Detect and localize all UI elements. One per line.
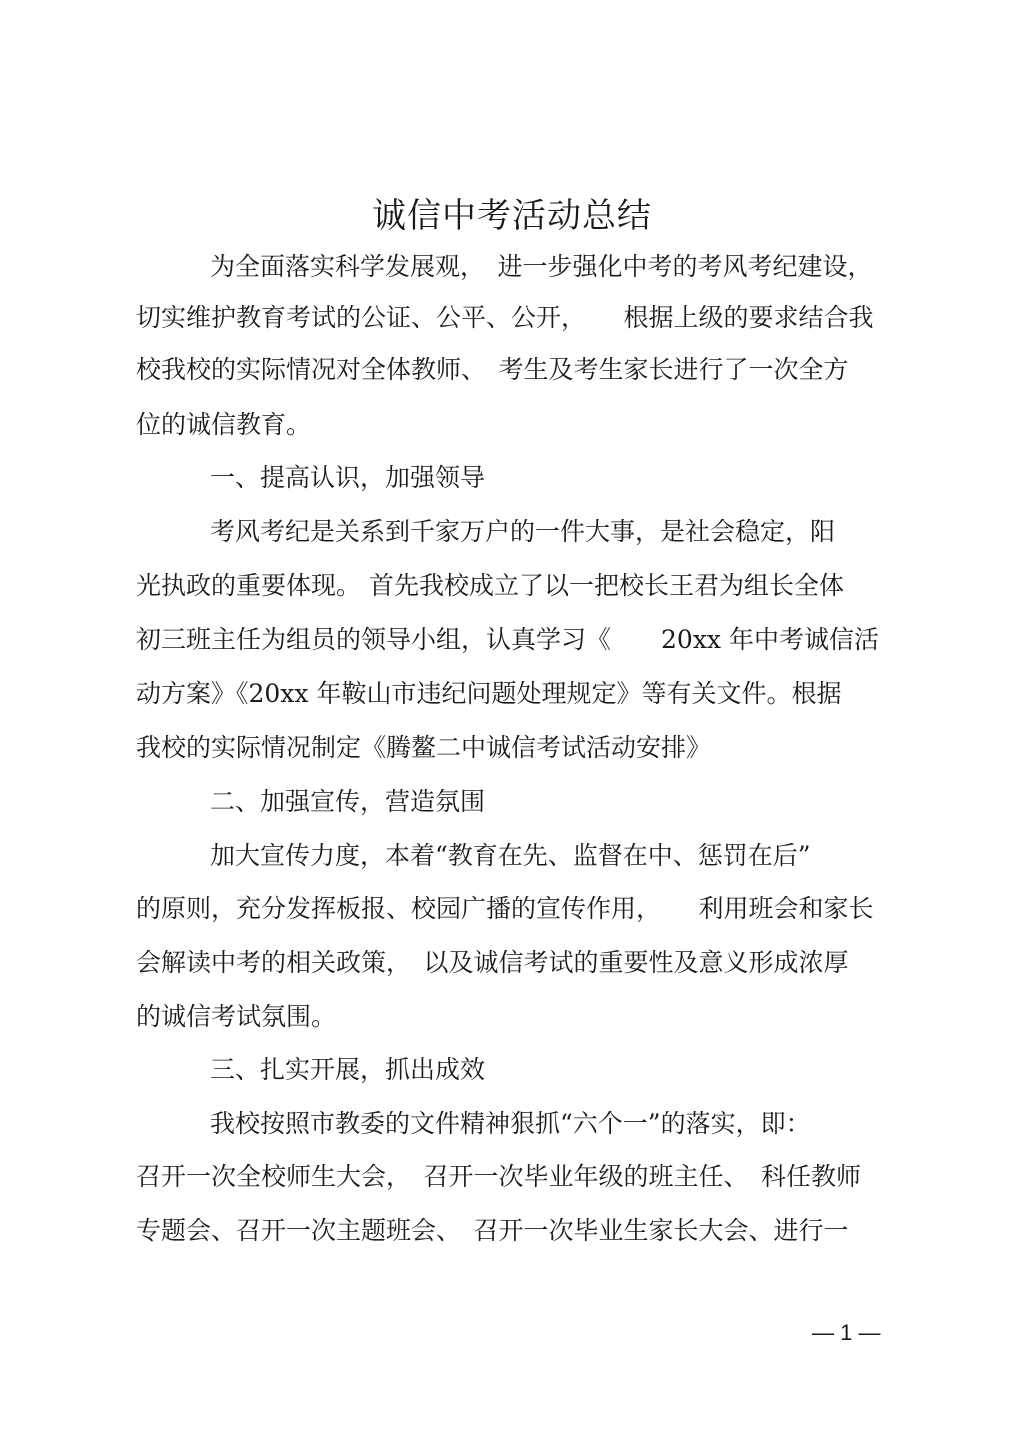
paragraph-line: 的原则，充分发挥板报、校园广播的宣传作用， 利用班会和家长 xyxy=(136,894,874,923)
page-number: — 1 — xyxy=(812,1320,881,1345)
paragraph-line: 考风考纪是关系到千家万户的一件大事，是社会稳定，阳 xyxy=(210,517,836,546)
paragraph-line: 我校的实际情况制定《腾鳌二中诚信考试活动安排》 xyxy=(136,733,712,762)
section-heading: 一、提高认识，加强领导 xyxy=(210,463,486,492)
section-heading: 二、加强宣传，营造氛围 xyxy=(210,787,486,816)
document-title: 诚信中考活动总结 xyxy=(372,196,652,236)
paragraph-line: 召开一次全校师生大会， 召开一次毕业年级的班主任、 科任教师 xyxy=(136,1162,862,1191)
paragraph-line: 动方案》《20xx 年鞍山市违纪问题处理规定》等有关文件。根据 xyxy=(136,679,842,708)
paragraph-line: 位的诚信教育。 xyxy=(136,410,312,439)
paragraph-line: 校我校的实际情况对全体教师、 考生及考生家长进行了一次全方 xyxy=(136,355,849,384)
paragraph-line: 我校按照市教委的文件精神狠抓“六个一”的落实，即： xyxy=(210,1109,811,1138)
paragraph-line: 为全面落实科学发展观， 进一步强化中考的考风考纪建设， xyxy=(210,252,873,281)
paragraph-line: 加大宣传力度，本着“教育在先、监督在中、惩罚在后” xyxy=(210,841,811,870)
paragraph-line: 初三班主任为组员的领导小组，认真学习《 20xx 年中考诚信活 xyxy=(136,625,879,654)
paragraph-line: 光执政的重要体现。 首先我校成立了以一把校长王君为组长全体 xyxy=(136,571,844,600)
paragraph-line: 的诚信考试氛围。 xyxy=(136,1002,337,1031)
paragraph-line: 会解读中考的相关政策， 以及诚信考试的重要性及意义形成浓厚 xyxy=(136,948,849,977)
paragraph-line: 切实维护教育考试的公证、公平、公开， 根据上级的要求结合我 xyxy=(136,303,874,332)
section-heading: 三、扎实开展，抓出成效 xyxy=(210,1055,486,1084)
paragraph-line: 专题会、召开一次主题班会、 召开一次毕业生家长大会、进行一 xyxy=(136,1216,849,1245)
